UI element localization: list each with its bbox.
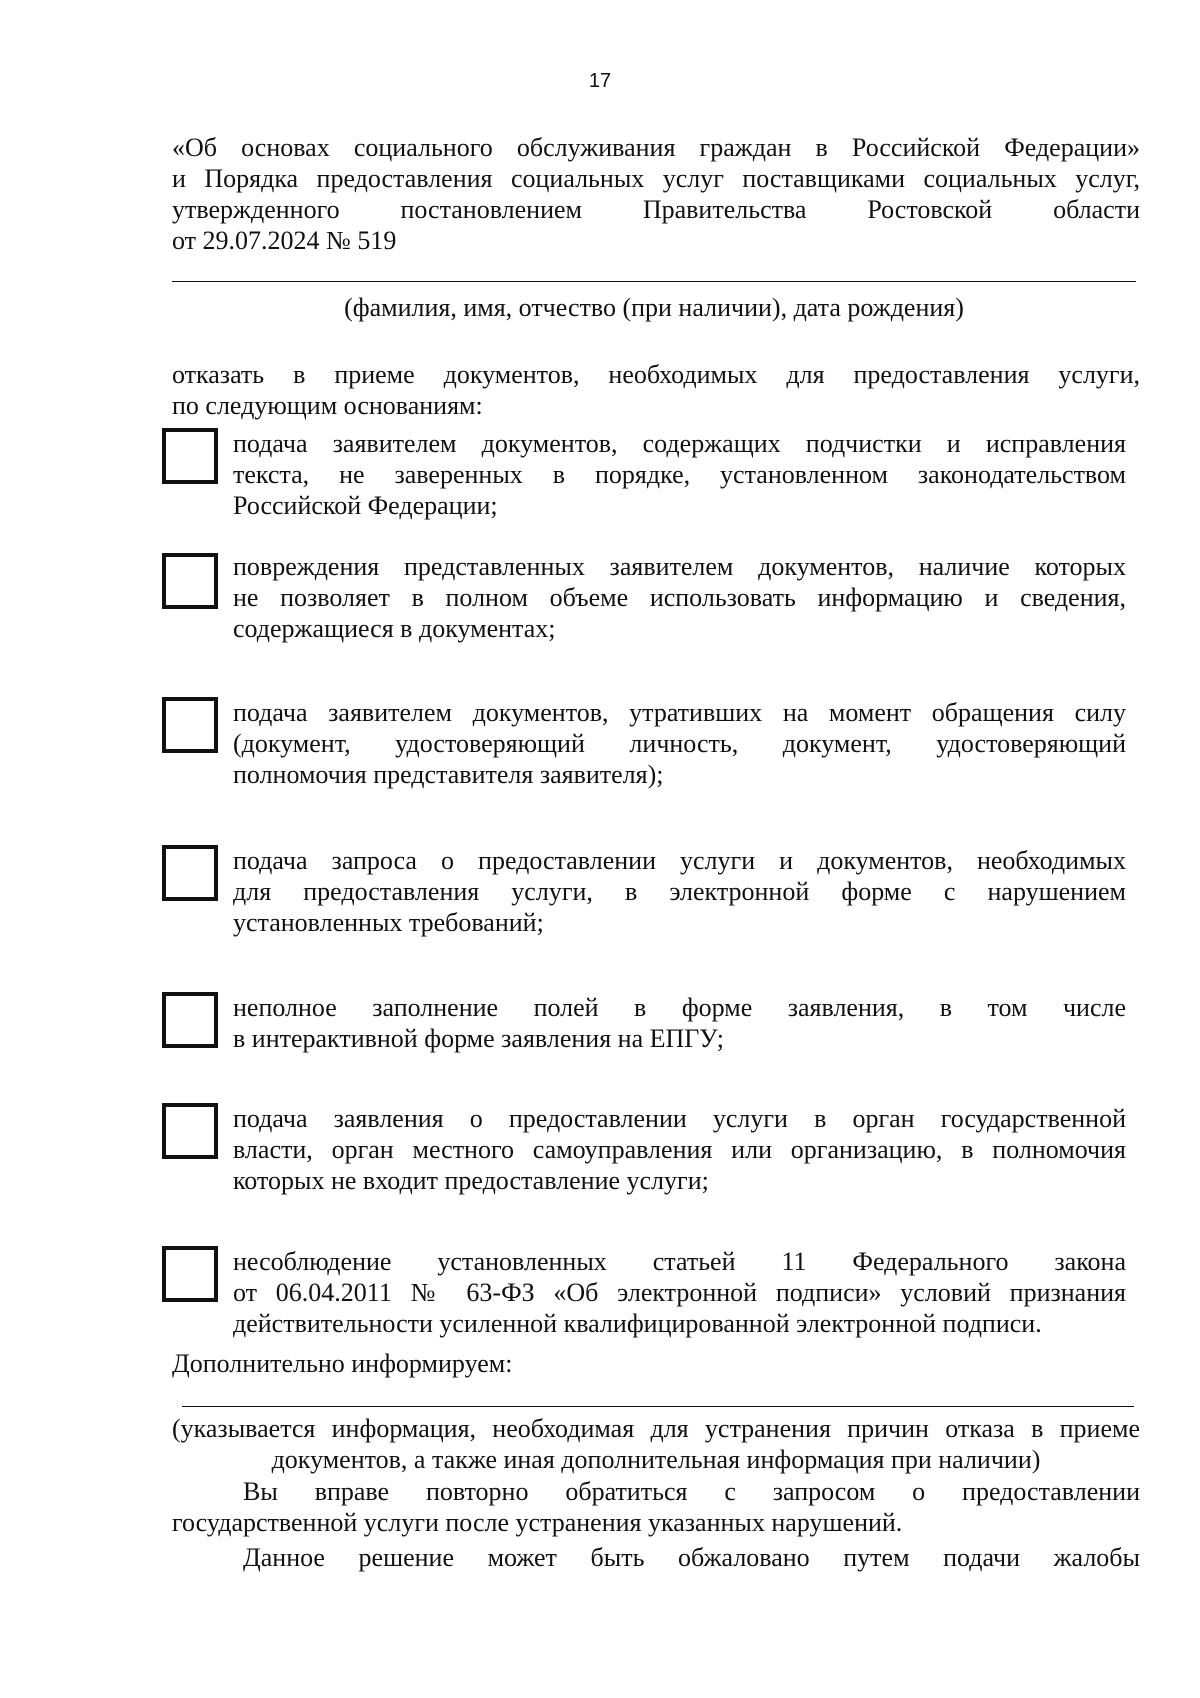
refusal-line: отказать в приеме документов, необходимых для предоставления услуги, <box>172 360 1140 389</box>
refusal-paragraph <box>172 359 1140 421</box>
ground-text-4 <box>233 845 1126 938</box>
ground-checkbox-5[interactable] <box>162 992 218 1048</box>
ground-checkbox-4[interactable] <box>162 845 218 901</box>
reapply-line: Вы вправе повторно обратиться с запросом о предоставлении <box>243 1477 1140 1506</box>
applicant-blank-line <box>172 281 1136 282</box>
ground-line: Российской Федерации; <box>233 491 498 520</box>
additional-caption-block <box>172 1413 1140 1475</box>
ground-checkbox-7[interactable] <box>162 1246 218 1302</box>
intro-paragraph <box>172 132 1140 256</box>
intro-line: утвержденного постановлением Правительства Ростовской области <box>172 195 1140 224</box>
reapply-paragraph <box>172 1476 1140 1538</box>
additional-caption-line: документов, а также иная дополнительная информация при наличии) <box>271 1445 1041 1474</box>
additional-heading-block <box>172 1348 1140 1379</box>
ground-checkbox-2[interactable] <box>162 553 218 609</box>
refusal-line: по следующим основаниям: <box>172 391 483 420</box>
ground-checkbox-1[interactable] <box>162 428 218 484</box>
ground-text-7 <box>233 1246 1126 1339</box>
ground-text-2 <box>233 551 1126 644</box>
ground-text-5 <box>233 992 1126 1054</box>
ground-line: полномочия представителя заявителя); <box>233 760 664 789</box>
ground-line: неполное заполнение полей в форме заявления, в том числе <box>233 993 1126 1022</box>
additional-heading: Дополнительно информируем: <box>172 1349 513 1378</box>
additional-blank-line <box>182 1406 1134 1407</box>
ground-text-3 <box>233 697 1126 790</box>
additional-caption-line: (указывается информация, необходимая для устранения причин отказа в приеме <box>172 1414 1140 1443</box>
ground-line: в интерактивной форме заявления на ЕПГУ; <box>233 1024 724 1053</box>
ground-line: действительности усиленной квалифицированной электронной подписи. <box>233 1309 1042 1338</box>
ground-line: для предоставления услуги, в электронной форме с нарушением <box>233 877 1126 906</box>
ground-line: не позволяет в полном объеме использовать информацию и сведения, <box>233 583 1126 612</box>
ground-line: (документ, удостоверяющий личность, документ, удостоверяющий <box>233 729 1126 758</box>
ground-line: власти, орган местного самоуправления или организацию, в полномочия <box>233 1135 1126 1164</box>
appeal-line: Данное решение может быть обжаловано путем подачи жалобы <box>243 1543 1140 1572</box>
ground-line: подача заявления о предоставлении услуги в орган государственной <box>233 1104 1126 1133</box>
reapply-line: государственной услуги после устранения указанных нарушений. <box>172 1508 903 1537</box>
applicant-caption: (фамилия, имя, отчество (при наличии), дата рождения) <box>344 293 964 322</box>
ground-checkbox-6[interactable] <box>162 1103 218 1159</box>
ground-line: содержащиеся в документах; <box>233 614 556 643</box>
appeal-paragraph <box>172 1542 1140 1573</box>
ground-line: подача заявителем документов, утративших на момент обращения силу <box>233 698 1126 727</box>
ground-text-1 <box>233 428 1126 521</box>
intro-line: от 29.07.2024 № 519 <box>172 226 397 255</box>
ground-line: подача заявителем документов, содержащих подчистки и исправления <box>233 429 1126 458</box>
intro-line: «Об основах социального обслуживания граждан в Российской Федерации» <box>172 133 1140 162</box>
ground-line: несоблюдение установленных статьей 11 Федерального закона <box>233 1247 1126 1276</box>
ground-text-6 <box>233 1103 1126 1196</box>
ground-line: которых не входит предоставление услуги; <box>233 1166 709 1195</box>
ground-line: текста, не заверенных в порядке, установленном законодательством <box>233 460 1126 489</box>
page-number: 17 <box>588 70 612 92</box>
ground-line: повреждения представленных заявителем документов, наличие которых <box>233 552 1126 581</box>
applicant-caption-block <box>172 292 1136 323</box>
intro-line: и Порядка предоставления социальных услуг поставщиками социальных услуг, <box>172 164 1140 193</box>
ground-checkbox-3[interactable] <box>162 697 218 753</box>
ground-line: подача запроса о предоставлении услуги и документов, необходимых <box>233 846 1126 875</box>
ground-line: от 06.04.2011 № 63-ФЗ «Об электронной подписи» условий признания <box>233 1278 1126 1307</box>
ground-line: установленных требований; <box>233 908 544 937</box>
